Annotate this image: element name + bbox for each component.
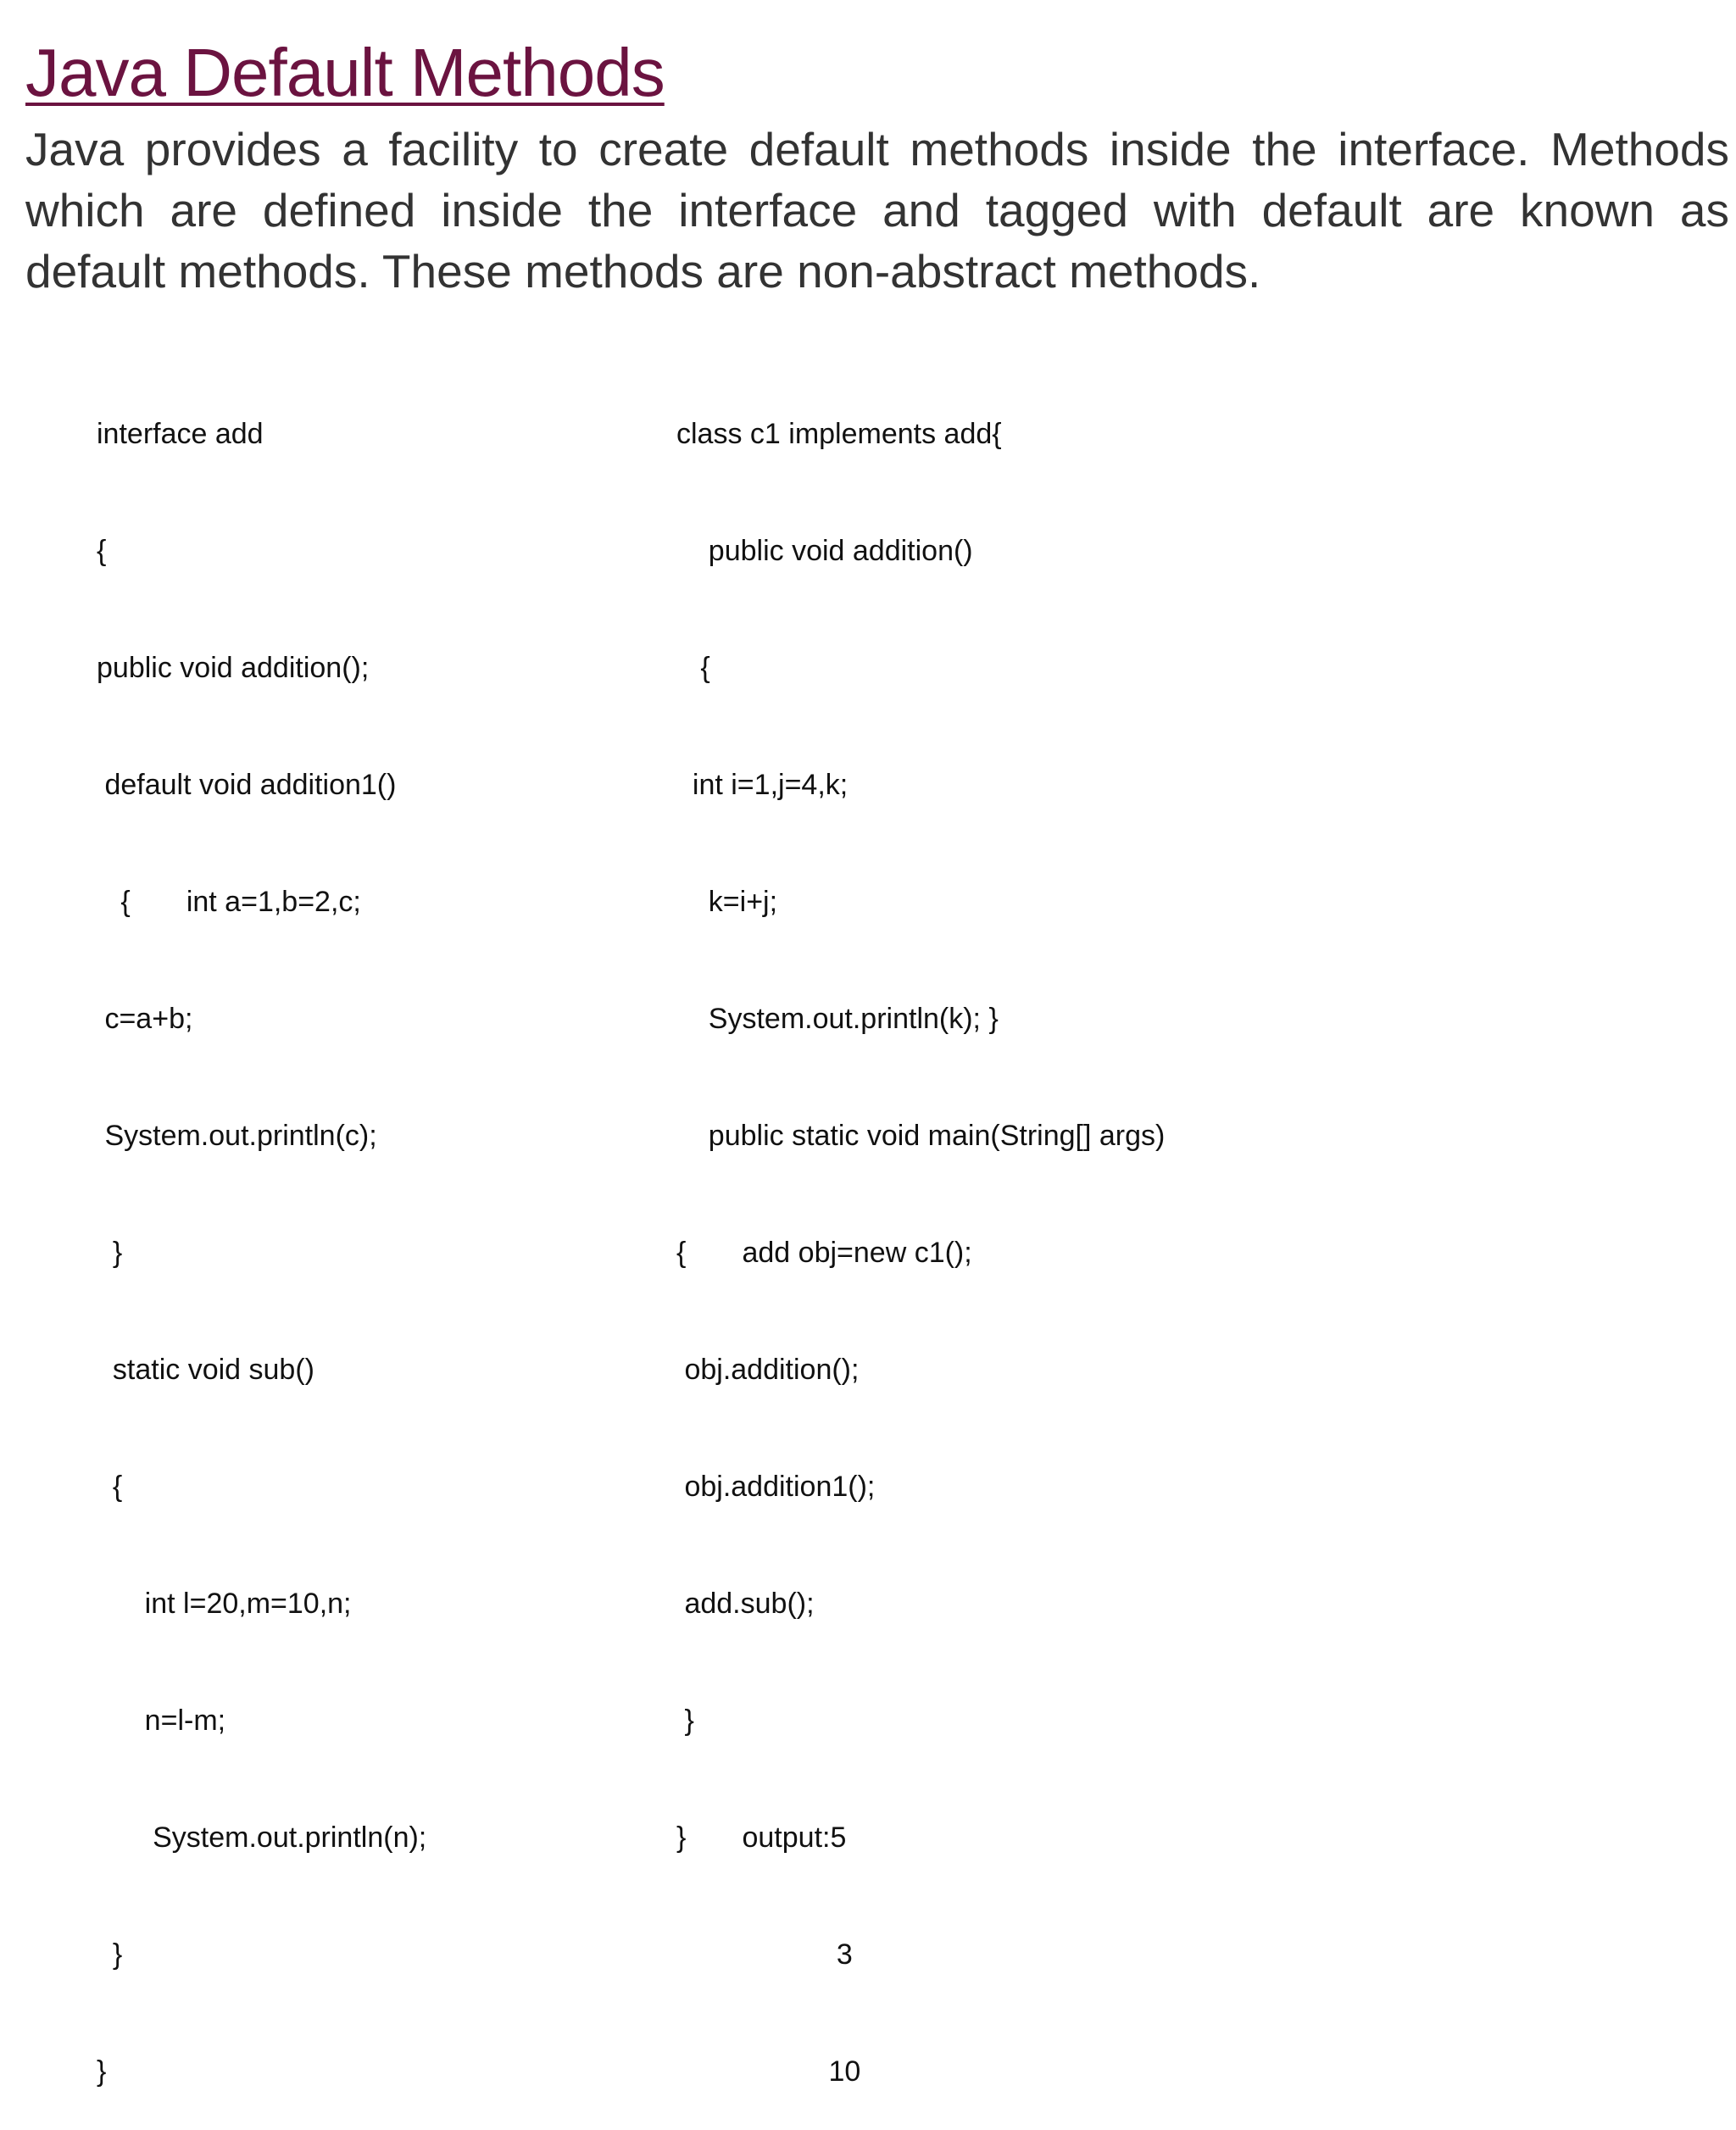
code-line: { [97,1471,123,1503]
code-line: int i=1,j=4,k; [676,769,849,801]
code-line: default void addition1() [97,769,397,801]
code-line: } [97,1938,123,1971]
intro-paragraph: Java provides a facility to create default methods inside the interface. Methods which are defined inside the interface and tagged with default are known as default methods. These methods are non-abstract methods. [25,123,1729,298]
code-line: System.out.println(k); } [676,1003,999,1035]
output-line: 10 [676,2055,861,2088]
code-line: obj.addition1(); [676,1471,876,1503]
code-line: public static void main(String[] args) [676,1120,1166,1152]
code-line: { add obj=new c1(); [676,1237,972,1269]
code-line: c=a+b; [97,1003,193,1035]
code-line: { int a=1,b=2,c; [97,886,361,918]
code-line: } [97,2055,107,2088]
code-line: n=l-m; [97,1705,226,1737]
code-line: int l=20,m=10,n; [97,1588,352,1620]
interface-code-block [97,336,426,2130]
code-line: obj.addition(); [676,1354,860,1386]
output-line: 3 [676,1938,853,1971]
code-line: } [676,1705,694,1737]
code-line: k=i+j; [676,886,778,918]
code-line: } [97,1237,123,1269]
code-line: interface add [97,418,264,450]
code-line: class c1 implements add{ [676,418,1002,450]
output-line: } output:5 [676,1821,847,1854]
code-line: public void addition() [676,535,973,567]
code-line: System.out.println(n); [97,1821,427,1854]
code-line: { [97,535,107,567]
slide-title: Java Default Methods [25,35,665,110]
code-line: add.sub(); [676,1588,815,1620]
class-code-block [676,336,1165,2130]
code-line: System.out.println(c); [97,1120,377,1152]
code-line: static void sub() [97,1354,314,1386]
code-line: public void addition(); [97,652,370,684]
code-line: { [676,652,710,684]
